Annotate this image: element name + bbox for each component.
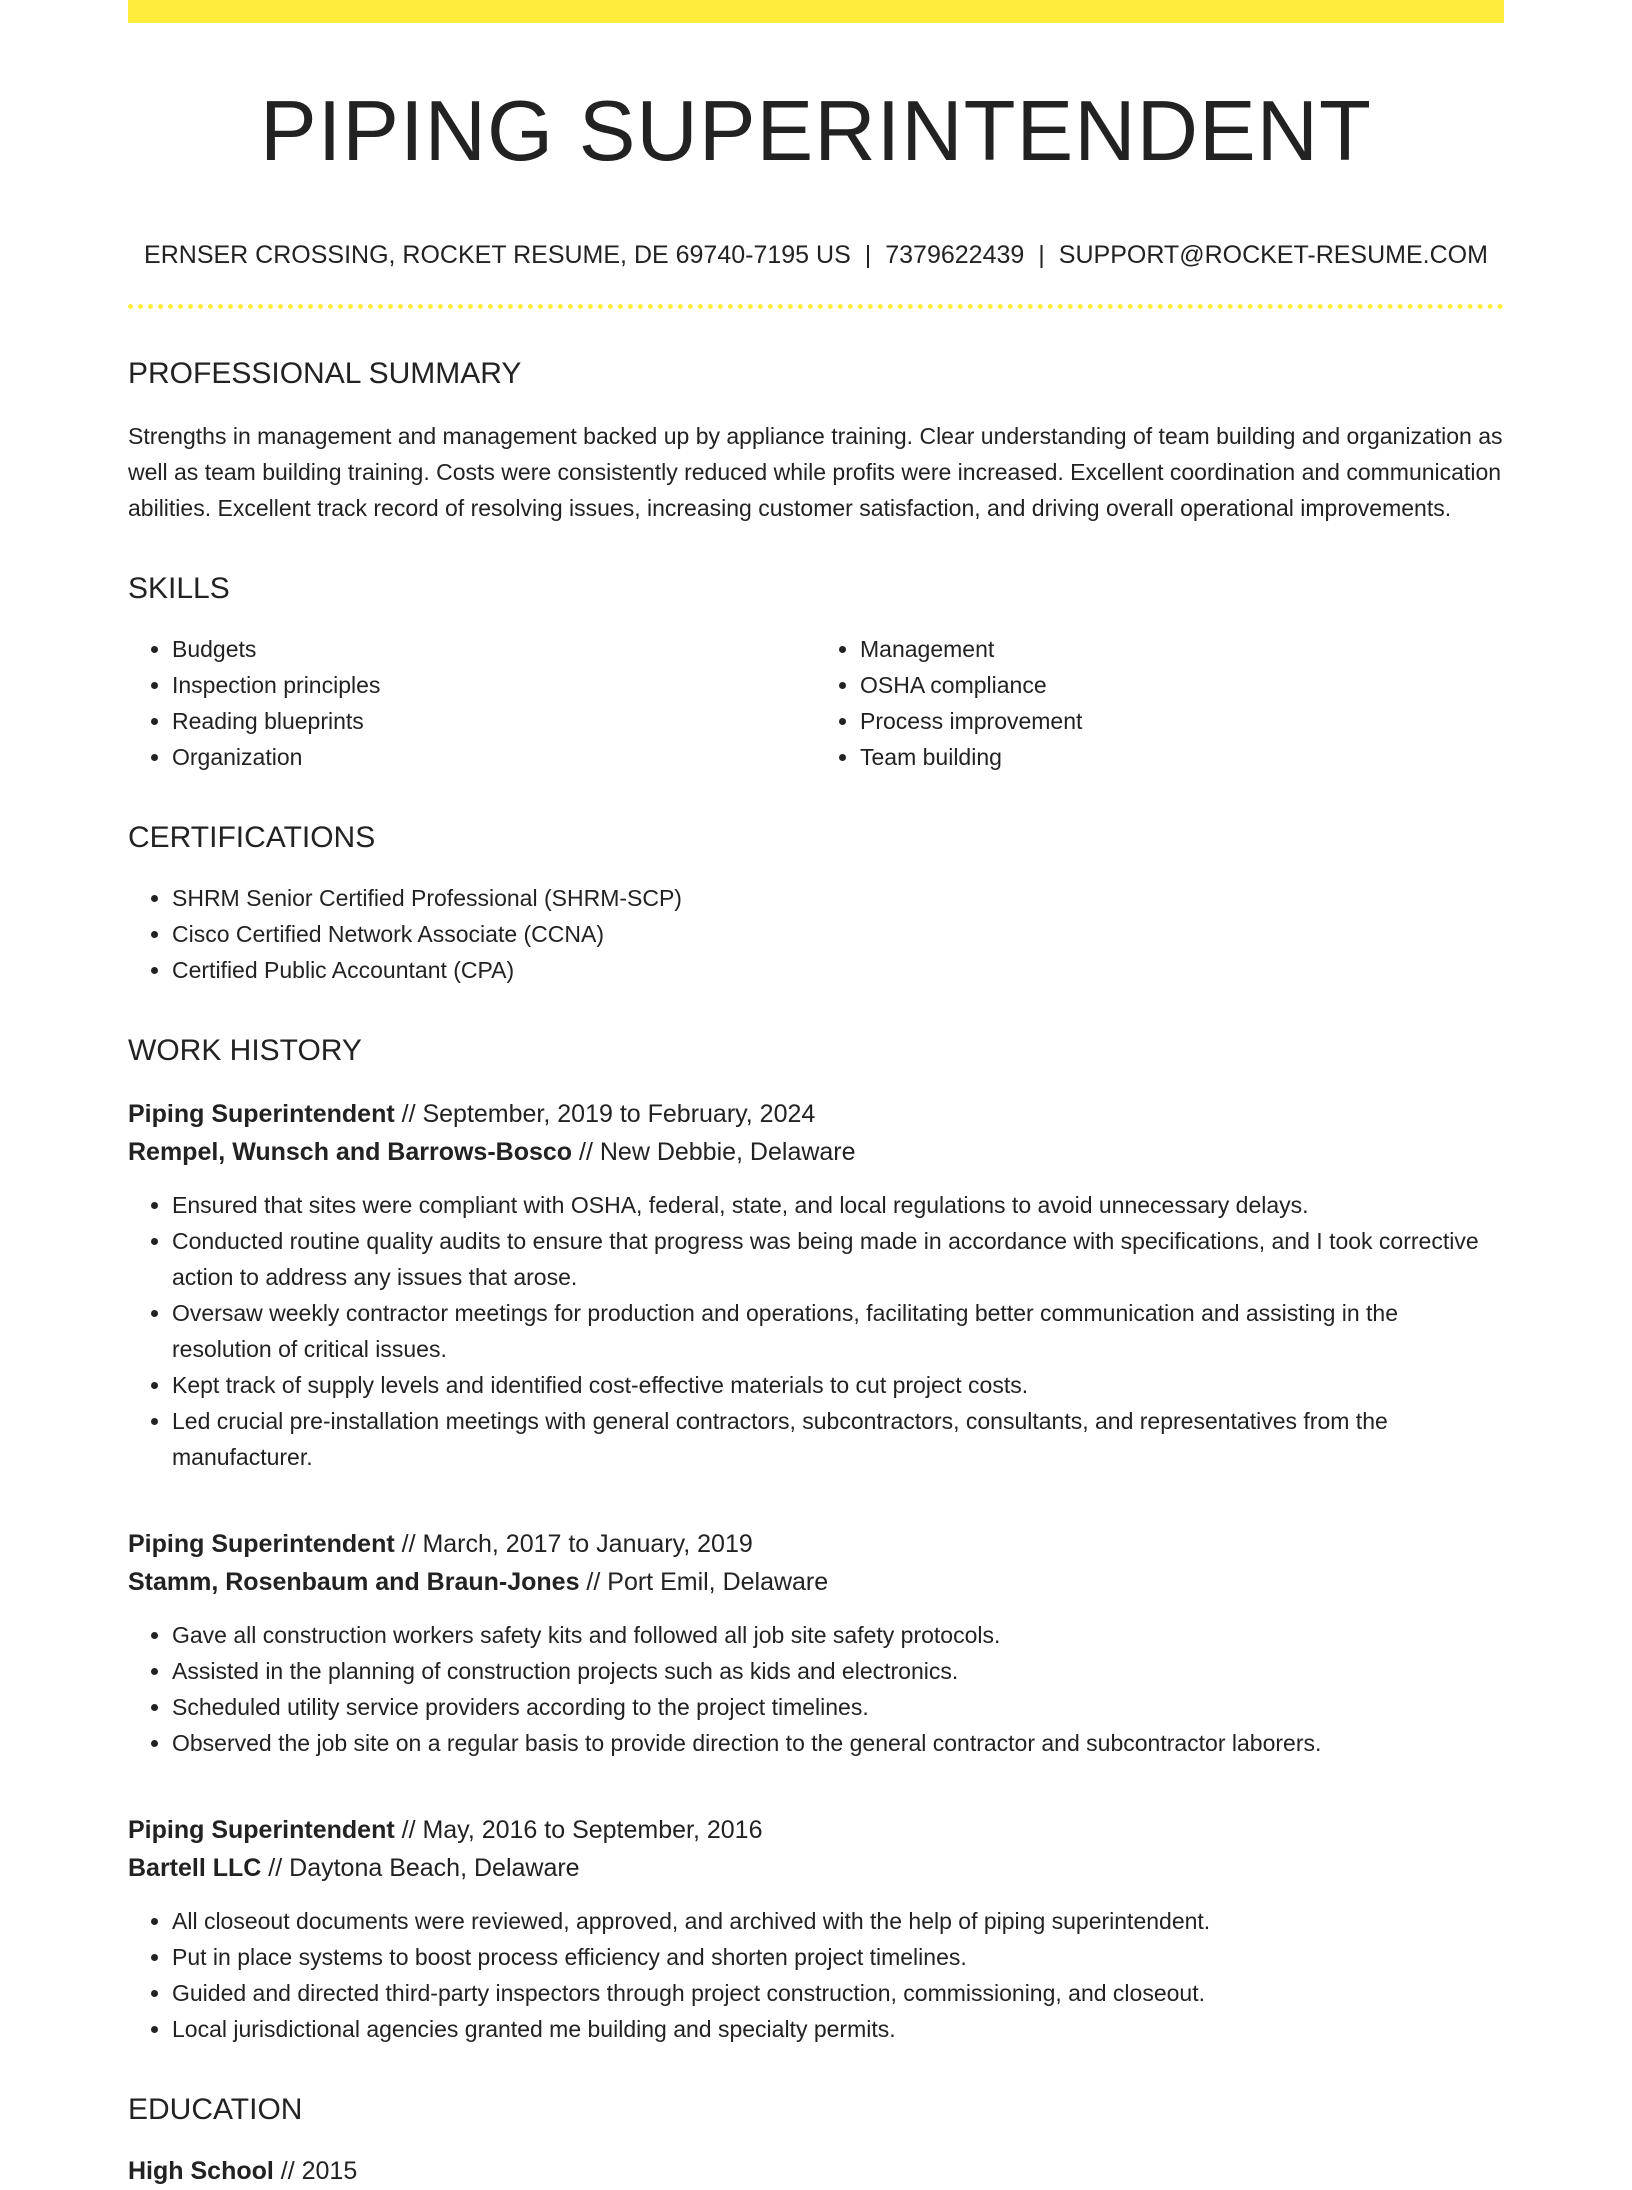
job-bullets (128, 1187, 1504, 1475)
job-title: Piping Superintendent (128, 1099, 395, 1128)
job-company: Stamm, Rosenbaum and Braun-Jones (128, 1567, 580, 1596)
contact-address: ERNSER CROSSING, ROCKET RESUME, DE 69740-7195 US (144, 240, 851, 269)
certification-item: • Certified Public Accountant (CPA) (172, 952, 1504, 988)
job-bullet: • Gave all construction workers safety kits and followed all job site safety protocols. (172, 1617, 1504, 1653)
job-bullet: • Observed the job site on a regular basis to provide direction to the general contractor and subcontractor laborers. (172, 1725, 1504, 1761)
certification-item: • SHRM Senior Certified Professional (SHRM-SCP) (172, 880, 1504, 916)
skills-list (128, 631, 1504, 775)
job-bullets (128, 1617, 1504, 1761)
contact-email: SUPPORT@ROCKET-RESUME.COM (1058, 240, 1488, 269)
skill-item: • Process improvement (860, 703, 1504, 739)
top-accent-bar (128, 0, 1504, 23)
job-entry (128, 1095, 1504, 1475)
skill-item: • Organization (172, 739, 816, 775)
summary-heading: PROFESSIONAL SUMMARY (128, 356, 522, 390)
dotted-divider (128, 304, 1504, 309)
job-bullet: • Local jurisdictional agencies granted me building and specialty permits. (172, 2011, 1504, 2047)
skill-item: • Team building (860, 739, 1504, 775)
job-bullet: • All closeout documents were reviewed, approved, and archived with the help of piping superintendent. (172, 1903, 1504, 1939)
skills-column-right (816, 631, 1504, 775)
job-dates: // May, 2016 to September, 2016 (394, 1815, 763, 1844)
skills-heading: SKILLS (128, 571, 230, 605)
job-location: // New Debbie, Delaware (572, 1137, 856, 1166)
job-bullets (128, 1903, 1504, 2047)
contact-line (128, 241, 1504, 270)
job-title-line (128, 1525, 1504, 1563)
education-entry (128, 2152, 1504, 2190)
job-title-line (128, 1095, 1504, 1133)
job-company: Bartell LLC (128, 1853, 262, 1882)
job-bullet: • Led crucial pre-installation meetings with general contractors, subcontractors, consultants, and representatives from the manufacturer. (172, 1403, 1504, 1475)
contact-separator: | (864, 240, 872, 269)
job-bullet: • Put in place systems to boost process efficiency and shorten project timelines. (172, 1939, 1504, 1975)
job-title-line (128, 1811, 1504, 1849)
job-dates: // March, 2017 to January, 2019 (394, 1529, 753, 1558)
education-year: // 2015 (273, 2156, 358, 2185)
job-company-line (128, 1849, 1504, 1887)
job-company-line (128, 1563, 1504, 1601)
skill-item: • Management (860, 631, 1504, 667)
job-bullet: • Guided and directed third-party inspectors through project construction, commissioning, and closeout. (172, 1975, 1504, 2011)
job-bullet: • Kept track of supply levels and identified cost-effective materials to cut project costs. (172, 1367, 1504, 1403)
resume-title: PIPING SUPERINTENDENT (260, 84, 1372, 179)
job-bullet: • Assisted in the planning of construction projects such as kids and electronics. (172, 1653, 1504, 1689)
job-bullet: • Scheduled utility service providers according to the project timelines. (172, 1689, 1504, 1725)
job-title: Piping Superintendent (128, 1815, 395, 1844)
work-history-heading: WORK HISTORY (128, 1033, 362, 1067)
contact-separator: | (1038, 240, 1045, 269)
job-company-line (128, 1133, 1504, 1171)
certifications-list (128, 880, 1504, 988)
job-dates: // September, 2019 to February, 2024 (394, 1099, 816, 1128)
job-entry (128, 1525, 1504, 1761)
education-degree: High School (128, 2156, 274, 2185)
skill-item: • OSHA compliance (860, 667, 1504, 703)
skill-item: • Inspection principles (172, 667, 816, 703)
job-location: // Daytona Beach, Delaware (261, 1853, 580, 1882)
job-company: Rempel, Wunsch and Barrows-Bosco (128, 1137, 573, 1166)
skills-column-left (128, 631, 816, 775)
job-entry (128, 1811, 1504, 2047)
contact-phone: 7379622439 (885, 240, 1025, 269)
job-title: Piping Superintendent (128, 1529, 395, 1558)
education-heading: EDUCATION (128, 2092, 303, 2126)
job-location: // Port Emil, Delaware (579, 1567, 829, 1596)
resume-page (128, 0, 1504, 2185)
job-bullet: • Oversaw weekly contractor meetings for production and operations, facilitating better communication and assisting in the resolution of critical issues. (172, 1295, 1504, 1367)
job-bullet: • Conducted routine quality audits to ensure that progress was being made in accordance with specifications, and I took corrective action to address any issues that arose. (172, 1223, 1504, 1295)
certifications-heading: CERTIFICATIONS (128, 820, 376, 854)
skill-item: • Budgets (172, 631, 816, 667)
skill-item: • Reading blueprints (172, 703, 816, 739)
summary-text: Strengths in management and management backed up by appliance training. Clear understanding of team building and organization as well as team building training. Costs were consistently reduced while profits were increased. Excellent coordination and communication abilities. Excellent track record of resolving issues, increasing customer satisfaction, and driving overall operational improvements. (128, 422, 1503, 521)
job-bullet: • Ensured that sites were compliant with OSHA, federal, state, and local regulations to avoid unnecessary delays. (172, 1187, 1504, 1223)
certification-item: • Cisco Certified Network Associate (CCNA) (172, 916, 1504, 952)
